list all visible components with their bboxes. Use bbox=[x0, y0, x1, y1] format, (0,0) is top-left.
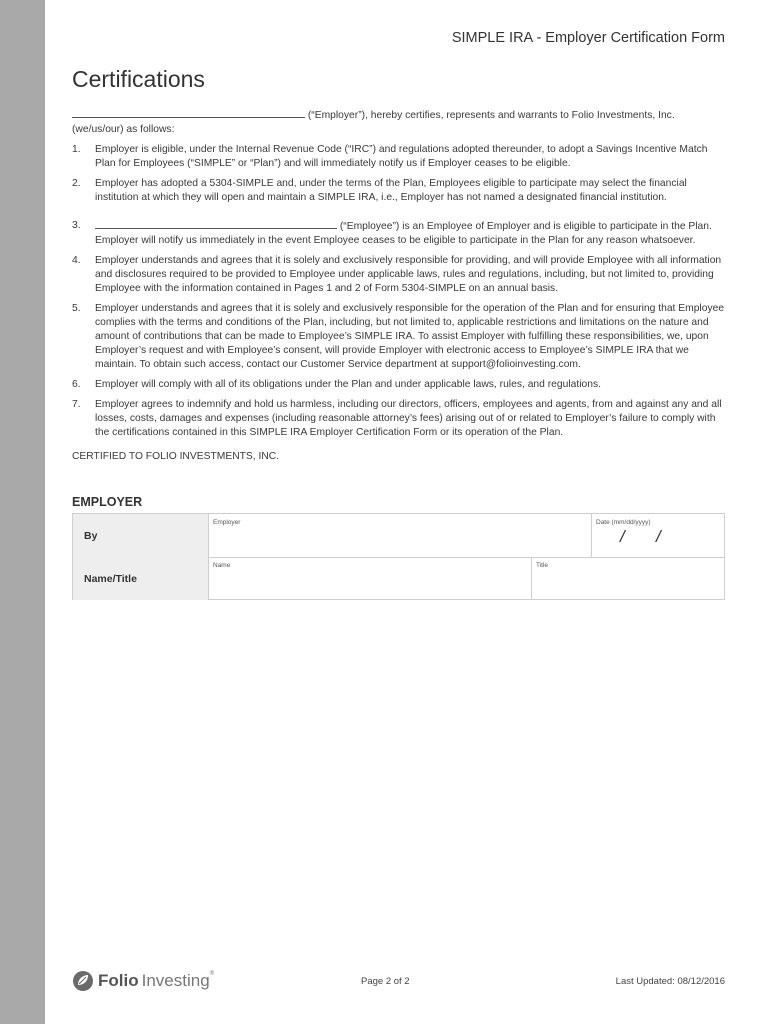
employer-signature-field[interactable]: Employer bbox=[209, 514, 592, 557]
date-separator: / bbox=[656, 527, 661, 546]
certification-item-6: 6. Employer will comply with all of its obligations under the Plan and under applicable laws, rules, and regulations. bbox=[72, 379, 601, 390]
by-row bbox=[73, 514, 724, 558]
certification-item-3: 3. (“Employee”) is an Employee of Employer and is eligible to participate in the Plan. Employer will notify us immediately in the event Employee ceases to be eligible to participate in the Plan for any reason whatsoever. bbox=[72, 220, 712, 246]
document-page bbox=[72, 0, 725, 1024]
employee-name-blank[interactable] bbox=[95, 219, 337, 229]
certifications-body bbox=[72, 108, 725, 464]
certified-statement: CERTIFIED TO FOLIO INVESTMENTS, INC. bbox=[72, 451, 280, 462]
certification-item-4: 4. Employer understands and agrees that it is solely and exclusively responsible for providing, and will provide Employee with all information and disclosures required to be provided to Employee under applicable laws, rules and regulations, including, but not limited to, providing Employee with the information contained in Pages 1 and 2 of Form 5304-SIMPLE on an annual basis. bbox=[72, 255, 722, 294]
employer-name-blank[interactable] bbox=[72, 108, 305, 118]
certification-item-1: 1. Employer is eligible, under the Internal Revenue Code (“IRC”) and regulations adopted thereunder, to adopt a Savings Incentive Match Plan for Employees (“SIMPLE” or “Plan”) and will immediately notify us if Employer ceases to be eligible. bbox=[72, 144, 708, 169]
employer-signature-table bbox=[72, 513, 725, 600]
form-title: SIMPLE IRA - Employer Certification Form bbox=[451, 30, 725, 46]
section-title: Certifications bbox=[72, 66, 205, 92]
by-label: By bbox=[73, 514, 209, 557]
certification-item-7: 7. Employer agrees to indemnify and hold us harmless, including our directors, officers, employees and agents, from and against any and all losses, costs, damages and expenses (including reasonable attorney’s fees) arising out of or related to Employer’s failure to comply with the certifications contained in this SIMPLE IRA Employer Certification Form or its operation of the Plan. bbox=[72, 399, 722, 438]
name-title-label: Name/Title bbox=[73, 557, 209, 600]
certification-item-5: 5. Employer understands and agrees that it is solely and exclusively responsible for the operation of the Plan and for ensuring that Employee complies with the terms and conditions of the Plan, including, but not limited to, applicable restrictions and limitations on the nature and amount of contributions that can be made to Employee’s SIMPLE IRA. To assist Employer with fulfilling these responsibilities, we, upon Employer’s request and with Employee’s consent, will provide Employer with electronic access to Employee’s SIMPLE IRA that we maintain. To obtain such access, contact our Customer Service department at support@folioinvesting.com. bbox=[72, 303, 725, 370]
intro-paragraph: (“Employer”), hereby certifies, represents and warrants to Folio Investments, Inc. (we/us/our) as follows: bbox=[72, 110, 675, 135]
folio-leaf-icon bbox=[72, 970, 94, 992]
page-footer bbox=[72, 968, 725, 994]
date-separator: / bbox=[620, 527, 625, 546]
name-field[interactable]: Name bbox=[209, 557, 532, 600]
employer-heading: EMPLOYER bbox=[72, 495, 143, 509]
left-margin-bar bbox=[0, 0, 45, 1024]
page-number: Page 2 of 2 bbox=[361, 976, 410, 987]
last-updated: Last Updated: 08/12/2016 bbox=[615, 976, 725, 987]
name-title-row bbox=[73, 557, 724, 600]
certification-item-2: 2. Employer has adopted a 5304-SIMPLE and, under the terms of the Plan, Employees eligible to participate may select the financial institution at which they will open and maintain a SIMPLE IRA, i.e., Employer has not named a designated financial institution. bbox=[72, 178, 687, 203]
folio-investing-logo: Folio Investing® bbox=[72, 968, 214, 994]
title-field[interactable]: Title bbox=[536, 562, 549, 569]
date-field[interactable]: Date (mm/dd/yyyy) / / bbox=[596, 519, 661, 546]
